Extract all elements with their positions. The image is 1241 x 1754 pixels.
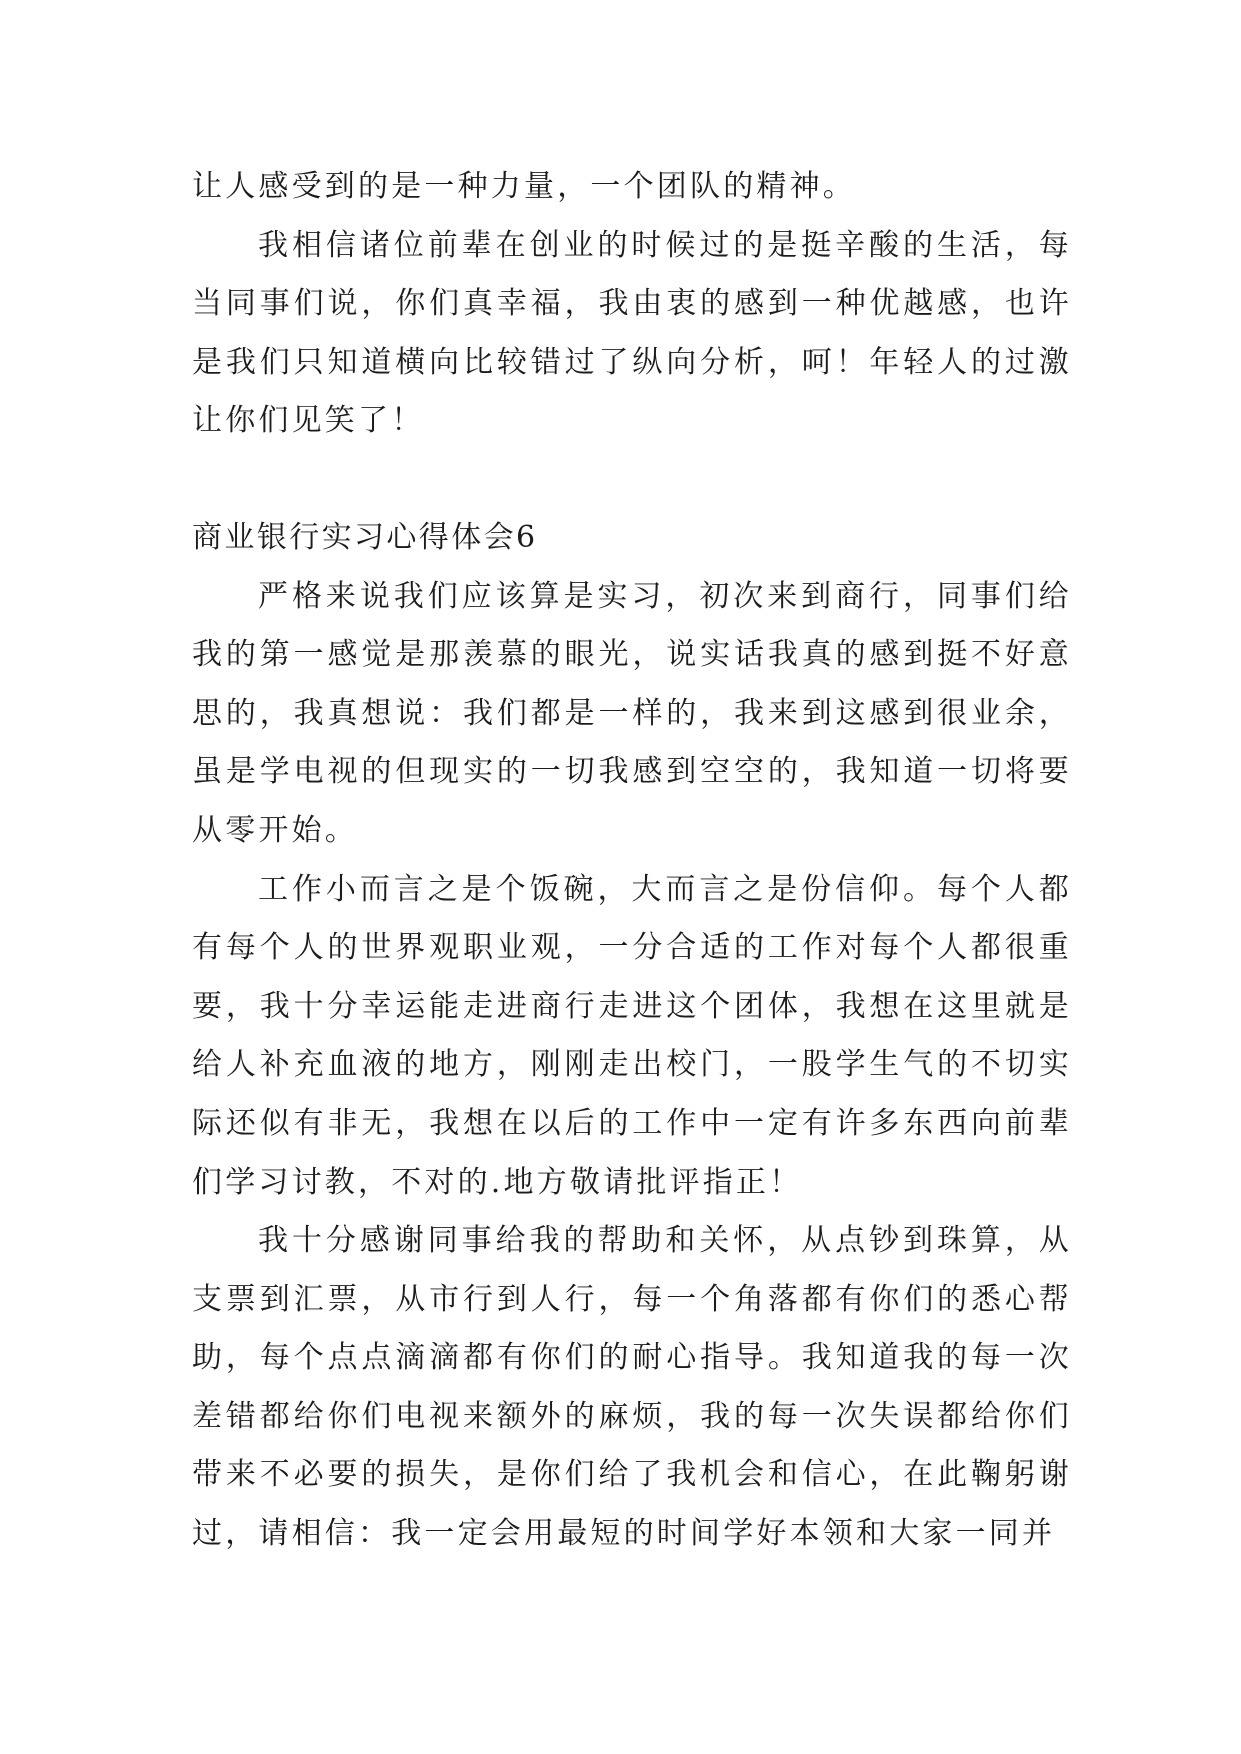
paragraph: 我十分感谢同事给我的帮助和关怀，从点钞到珠算，从支票到汇票，从市行到人行，每一个角落都有你们的悉心帮助，每个点点滴滴都有你们的耐心指导。我知道我的每一次差错都给你们电视来额外的麻烦，我的每一次失误都给你们带来不必要的损失，是你们给了我机会和信心，在此鞠躬谢过，请相信：我一定会用最短的时间学好本领和大家一同并 [192,1223,1072,1552]
section-heading: 商业银行实习心得体会6 [192,519,538,555]
paragraph: 严格来说我们应该算是实习，初次来到商行，同事们给我的第一感觉是那羡慕的眼光，说实话我真的感到挺不好意思的，我真想说：我们都是一样的，我来到这感到很业余，虽是学电视的但现实的一切我感到空空的，我知道一切将要从零开始。 [192,578,1072,848]
paragraph-continued: 让人感受到的是一种力量，一个团队的精神。 [192,169,856,204]
document-body [192,158,1072,1564]
paragraph: 我相信诸位前辈在创业的时候过的是挺辛酸的生活，每当同事们说，你们真幸福，我由衷的感到一种优越感，也许是我们只知道横向比较错过了纵向分析，呵！年轻人的过激让你们见笑了！ [192,227,1072,439]
paragraph: 工作小而言之是个饭碗，大而言之是份信仰。每个人都有每个人的世界观职业观，一分合适的工作对每个人都很重要，我十分幸运能走进商行走进这个团体，我想在这里就是给人补充血液的地方，刚刚走出校门，一股学生气的不切实际还似有非无，我想在以后的工作中一定有许多东西向前辈们学习讨教，不对的.地方敬请批评指正！ [192,871,1072,1200]
